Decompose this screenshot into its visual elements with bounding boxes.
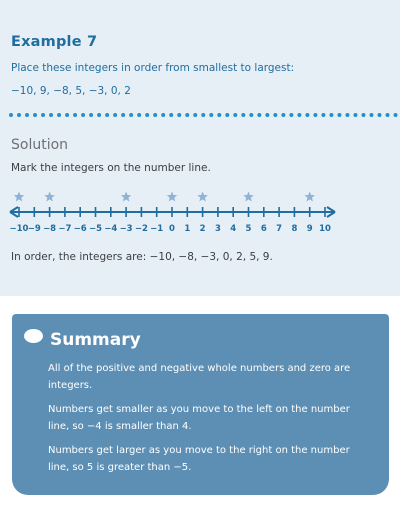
summary-paragraph: Numbers get smaller as you move to the left on the number line, so −4 is smaller than 4. (48, 404, 350, 432)
star-marker-icon (167, 192, 177, 202)
number-line-tick-label: −4 (104, 224, 118, 234)
number-line-tick-label: 10 (319, 224, 331, 234)
summary-paragraph: All of the positive and negative whole numbers and zero are integers. (48, 363, 351, 391)
solution-title: Solution (11, 137, 69, 153)
number-line-tick-label: −2 (134, 224, 148, 234)
number-line-tick-label: −8 (43, 224, 57, 234)
solution-instruction: Mark the integers on the number line. (11, 162, 211, 174)
number-line-tick-label: −5 (88, 224, 103, 234)
number-line-tick-label: −9 (27, 224, 41, 234)
number-line-tick-label: −3 (119, 224, 133, 234)
number-line-tick-label: −6 (73, 224, 87, 234)
summary-paragraph: Numbers get larger as you move to the right on the number line, so 5 is greater than −5. (48, 445, 350, 473)
star-marker-icon (243, 192, 253, 202)
summary-box (12, 314, 389, 495)
summary-bullet-icon (24, 329, 43, 343)
number-line-tick-label: 3 (214, 224, 221, 234)
number-line-tick-label: 1 (184, 224, 191, 234)
star-marker-icon (304, 192, 314, 202)
star-marker-icon (44, 192, 54, 202)
number-line-tick-label: 5 (245, 224, 252, 234)
number-line-tick-label: −7 (58, 224, 72, 234)
star-marker-icon (14, 192, 24, 202)
star-marker-icon (197, 192, 207, 202)
number-line-tick-label: 6 (260, 224, 267, 234)
number-line-tick-label: 4 (230, 224, 237, 234)
dotted-divider (9, 113, 398, 117)
number-line-tick-label: −10 (9, 224, 29, 234)
number-line-tick-label: 0 (169, 224, 175, 234)
number-line-tick-label: 9 (306, 224, 313, 234)
number-line (0, 182, 400, 242)
number-line-tick-label: 7 (276, 224, 283, 234)
example-instruction: Place these integers in order from smallest to largest: (11, 62, 295, 74)
number-line-tick-label: 2 (199, 224, 206, 234)
example-integer-list: −10, 9, −8, 5, −3, 0, 2 (11, 85, 131, 97)
star-marker-icon (121, 192, 131, 202)
number-line-tick-label: 8 (291, 224, 298, 234)
number-line-tick-label: −1 (150, 224, 164, 234)
solution-result: In order, the integers are: −10, −8, −3, 0, 2, 5, 9. (11, 251, 273, 263)
summary-title: Summary (50, 330, 141, 350)
example-title: Example 7 (11, 34, 98, 50)
